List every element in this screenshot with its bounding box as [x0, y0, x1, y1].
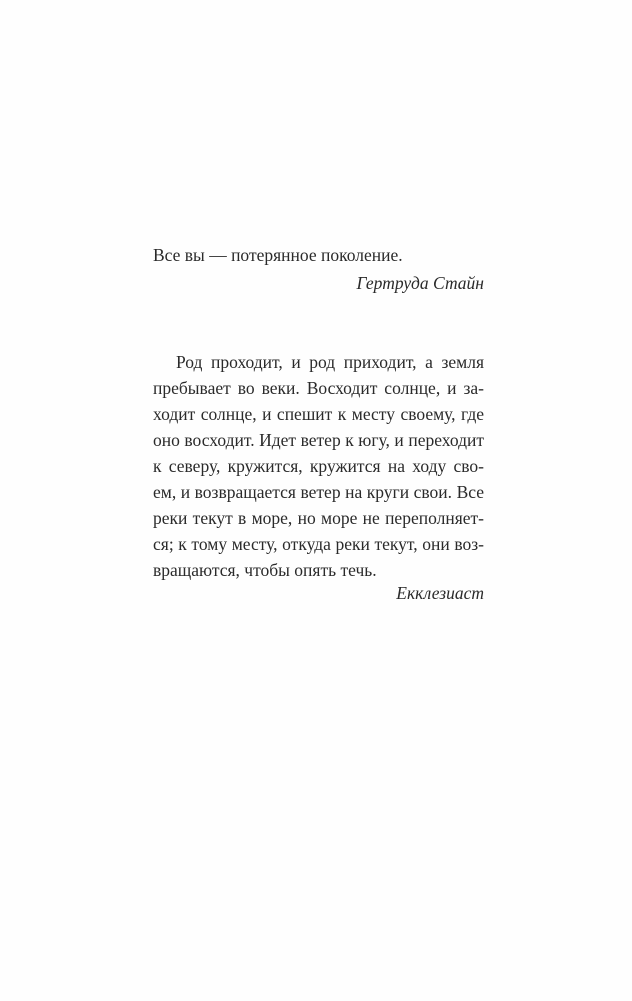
paragraph-line: Род проходит, и род приходит, а земля: [176, 352, 484, 372]
paragraph-line: реки текут в море, но море не переполняет-: [153, 508, 484, 528]
paragraph-line: ходит солнце, и спешит к месту своему, где: [153, 404, 484, 424]
paragraph-line: ся; к тому месту, откуда реки текут, они воз-: [153, 534, 484, 554]
paragraph-line: оно восходит. Идет ветер к югу, и переходит: [153, 430, 484, 450]
paragraph-line: ем, и возвращается ветер на круги свои. Все: [153, 482, 484, 502]
paragraph-line: вращаются, чтобы опять течь.: [153, 560, 377, 580]
paragraph-line: к северу, кружится, кружится на ходу сво-: [153, 456, 484, 476]
paragraph-line: пребывает во веки. Восходит солнце, и за-: [153, 378, 484, 398]
epigraph-text: Все вы — потерянное поколение.: [153, 245, 403, 265]
epigraph-author: Екклезиаст: [396, 583, 484, 603]
epigraph-author: Гертруда Стайн: [356, 273, 484, 293]
